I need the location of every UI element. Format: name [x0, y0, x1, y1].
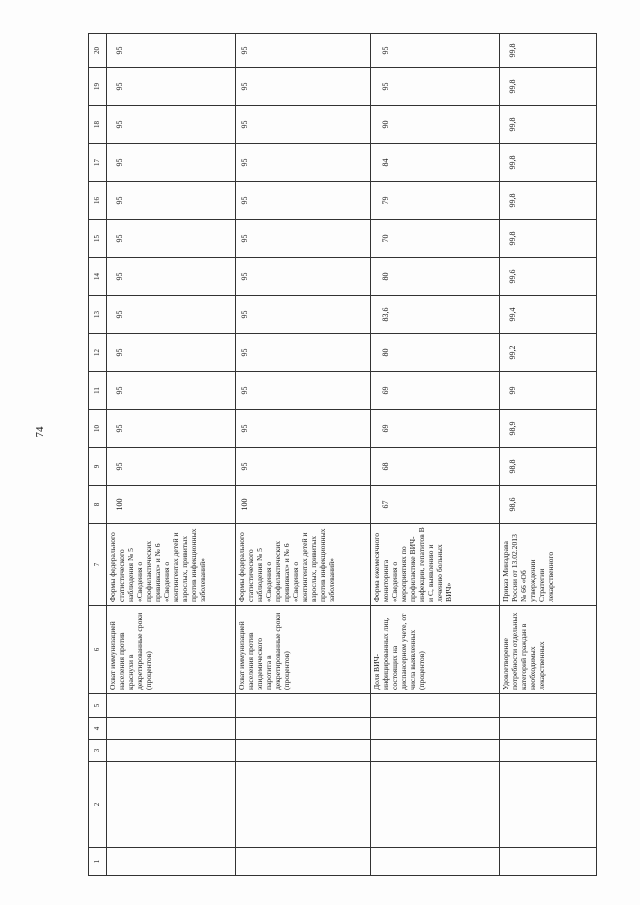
column-header: 1: [89, 848, 107, 876]
value-cell: 99,8: [500, 68, 597, 106]
column-header: 2: [89, 762, 107, 848]
empty-cell: [371, 740, 500, 762]
column-header: 16: [89, 182, 107, 220]
empty-cell: [107, 718, 236, 740]
page-number: 74: [34, 426, 46, 438]
value-cell: 98,9: [500, 410, 597, 448]
value-cell: 95: [236, 296, 371, 334]
column-header: 19: [89, 68, 107, 106]
empty-cell: [371, 718, 500, 740]
value-cell: 95: [107, 448, 236, 486]
value-cell: 99,8: [500, 182, 597, 220]
indicator-cell: Удовлетворение потребности отдельных категорий граждан в необходимых лекарственных: [500, 606, 597, 694]
value-cell: 100: [107, 486, 236, 524]
value-cell: 95: [107, 334, 236, 372]
value-cell: 95: [107, 182, 236, 220]
value-cell: 99,2: [500, 334, 597, 372]
column-header: 7: [89, 524, 107, 606]
value-cell: 80: [371, 334, 500, 372]
indicator-cell: Охват иммунизацией населения против эпидемического паротита в декретированные сроки (процентов): [236, 606, 371, 694]
value-cell: 95: [236, 448, 371, 486]
empty-cell: [500, 740, 597, 762]
value-cell: 99,8: [500, 34, 597, 68]
value-cell: 95: [371, 34, 500, 68]
empty-cell: [107, 762, 236, 848]
empty-cell: [371, 762, 500, 848]
value-cell: 100: [236, 486, 371, 524]
empty-cell: [236, 694, 371, 718]
column-header: 15: [89, 220, 107, 258]
value-cell: 95: [236, 220, 371, 258]
source-cell: Приказ Минздрава России от 13.02.2013 № 66 «Об утверждении Стратегии лекарственного: [500, 524, 597, 606]
value-cell: 99,4: [500, 296, 597, 334]
empty-cell: [236, 718, 371, 740]
value-cell: 95: [236, 68, 371, 106]
value-cell: 95: [107, 410, 236, 448]
value-cell: 95: [236, 106, 371, 144]
column-header: 6: [89, 606, 107, 694]
empty-cell: [500, 694, 597, 718]
value-cell: 83,6: [371, 296, 500, 334]
value-cell: 70: [371, 220, 500, 258]
column-header: 13: [89, 296, 107, 334]
value-cell: 95: [107, 296, 236, 334]
value-cell: 69: [371, 410, 500, 448]
table-row: [236, 34, 371, 876]
value-cell: 95: [236, 258, 371, 296]
value-cell: 99,6: [500, 258, 597, 296]
value-cell: 99,8: [500, 144, 597, 182]
table-row: [500, 34, 597, 876]
empty-cell: [500, 718, 597, 740]
source-cell: Формы федерального статистического наблюдения № 5 «Сведения о профилактических прививках» и № 6 «Сведения о контингентах детей и взрослых, привитых против инфекционных заболеваний»: [236, 524, 371, 606]
value-cell: 95: [107, 68, 236, 106]
indicator-table: [88, 33, 597, 876]
value-cell: 99: [500, 372, 597, 410]
value-cell: 95: [371, 68, 500, 106]
empty-cell: [500, 848, 597, 876]
value-cell: 68: [371, 448, 500, 486]
column-header: 11: [89, 372, 107, 410]
column-header: 18: [89, 106, 107, 144]
empty-cell: [236, 848, 371, 876]
value-cell: 95: [236, 34, 371, 68]
empty-cell: [107, 848, 236, 876]
column-header: 9: [89, 448, 107, 486]
value-cell: 95: [107, 106, 236, 144]
table-row: [107, 34, 236, 876]
column-header: 5: [89, 694, 107, 718]
value-cell: 80: [371, 258, 500, 296]
value-cell: 95: [107, 372, 236, 410]
value-cell: 79: [371, 182, 500, 220]
value-cell: 95: [236, 144, 371, 182]
value-cell: 99,8: [500, 220, 597, 258]
column-number-row: [89, 34, 107, 876]
empty-cell: [236, 740, 371, 762]
column-header: 12: [89, 334, 107, 372]
value-cell: 95: [107, 258, 236, 296]
empty-cell: [107, 740, 236, 762]
value-cell: 95: [107, 34, 236, 68]
value-cell: 95: [236, 372, 371, 410]
empty-cell: [500, 762, 597, 848]
value-cell: 95: [236, 334, 371, 372]
value-cell: 98,6: [500, 486, 597, 524]
column-header: 10: [89, 410, 107, 448]
value-cell: 95: [236, 182, 371, 220]
empty-cell: [371, 694, 500, 718]
source-cell: Форма ежемесячного мониторинга «Сведения о мероприятиях по профилактике ВИЧ-инфекции, гепатитов В и С, выявлению и лечению больных ВИЧ»: [371, 524, 500, 606]
column-header: 17: [89, 144, 107, 182]
source-cell: Формы федерального статистического наблюдения № 5 «Сведения о профилактических прививках» и № 6 «Сведения о контингентах детей и взрослых, привитых против инфекционных заболеваний»: [107, 524, 236, 606]
indicator-cell: Охват иммунизацией населения против краснухи в декретированные сроки (процентов): [107, 606, 236, 694]
column-header: 4: [89, 718, 107, 740]
value-cell: 84: [371, 144, 500, 182]
value-cell: 98,8: [500, 448, 597, 486]
column-header: 20: [89, 34, 107, 68]
empty-cell: [371, 848, 500, 876]
empty-cell: [107, 694, 236, 718]
column-header: 3: [89, 740, 107, 762]
value-cell: 99,8: [500, 106, 597, 144]
column-header: 8: [89, 486, 107, 524]
value-cell: 95: [107, 220, 236, 258]
table-row: [371, 34, 500, 876]
value-cell: 67: [371, 486, 500, 524]
value-cell: 90: [371, 106, 500, 144]
column-header: 14: [89, 258, 107, 296]
rotated-table-wrapper: [88, 36, 578, 876]
value-cell: 69: [371, 372, 500, 410]
value-cell: 95: [236, 410, 371, 448]
value-cell: 95: [107, 144, 236, 182]
empty-cell: [236, 762, 371, 848]
indicator-cell: Доля ВИЧ-инфицированных лиц, состоящих на диспансерном учете, от числа выявленных (процентов): [371, 606, 500, 694]
